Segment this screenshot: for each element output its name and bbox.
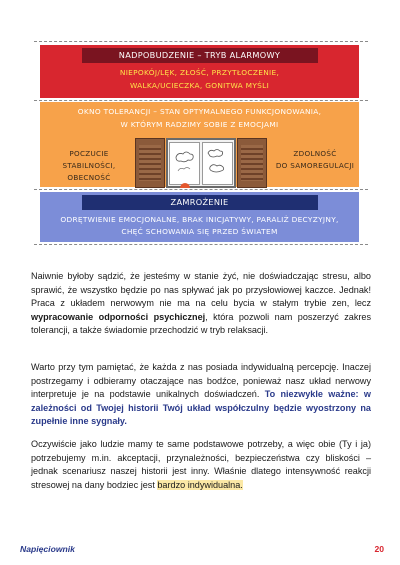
window-pane-right — [202, 142, 233, 185]
hyperarousal-line-1: NIEPOKÓJ/LĘK, ZŁOŚĆ, PRZYTŁOCZENIE, — [119, 68, 280, 77]
tolerance-right-note — [274, 148, 356, 172]
cloud-icon — [170, 143, 199, 184]
window-frame-icon — [166, 138, 236, 188]
tolerance-right-line-1: ZDOLNOŚĆ — [293, 149, 337, 158]
footer-title: Napięciownik — [20, 544, 75, 554]
tolerance-right-line-2: DO SAMOREGULACJI — [275, 161, 355, 170]
hyperarousal-line-2: WALKA/UCIECZKA, GONITWA MYŚLI — [129, 81, 270, 90]
dashed-line-top — [34, 41, 368, 42]
paragraph-3-text: Oczywiście jako ludzie mamy te same podstawowe potrzeby, a więc obie (Ty i ja) potrzebujemy m.in. akceptacji, przynależności, bezpieczeństwa czy bliskości – jednak scenariusz naszej historii jest inny. Właśnie dlatego intensywność reakcji stresowej na dany bodziec jest — [31, 439, 371, 490]
hypoarousal-line-2: CHĘĆ SCHOWANIA SIĘ PRZED ŚWIATEM — [121, 227, 278, 236]
cloud-icon — [203, 143, 232, 184]
hypoarousal-line-1: ODRĘTWIENIE EMOCJONALNE, BRAK INICJATYWY, PARALIŻ DECYZYJNY, — [60, 215, 339, 224]
dashed-line-mid-1 — [34, 100, 368, 101]
paragraph-1-text-a: Naiwnie byłoby sądzić, że jesteśmy w stanie żyć, nie doświadczając stresu, albo sprawić, że wszystko będzie po nas spływać jak po przysłowiowej kaczce. Jednak! Praca z układem nerwowym nie ma na celu bycia w stałym trybie zen, lecz — [31, 271, 371, 309]
hyperarousal-title: NADPOBUDZENIE – TRYB ALARMOWY — [82, 48, 318, 63]
paragraph-1-bold: wypracowanie odporności psychicznej — [31, 311, 206, 322]
paragraph-3 — [31, 438, 371, 492]
hypoarousal-title: ZAMROŻENIE — [82, 195, 318, 210]
paragraph-3-highlight: bardzo indywidualna. — [157, 479, 243, 490]
sun-icon — [180, 183, 190, 188]
tolerance-title-line-1: OKNO TOLERANCJI – STAN OPTYMALNEGO FUNKCJONOWANIA, — [77, 107, 322, 116]
paragraph-2-text: Warto przy tym pamiętać, że każda z nas posiada indywidualną percepcję. Inaczej postrzegamy i odbieramy otaczające nas bodźce, ponieważ nasz układ nerwowy interpretuje je na podstawie unikalnych doświadczeń. — [31, 362, 371, 400]
paragraph-2 — [31, 361, 371, 429]
right-shutter-icon — [237, 138, 267, 188]
paragraph-2-emphasis: To niezwykle ważne: w zależności od Twojej historii Twój układ współczulny będzie wyostrzony na zupełnie inne sygnały. — [31, 389, 371, 427]
hyperarousal-zone — [40, 45, 359, 98]
tolerance-left-line-1: POCZUCIE STABILNOŚCI, — [62, 149, 116, 170]
paragraph-1-text-b: , która pozwoli nam poszerzyć zakres tolerancji, a także świadomie przechodzić w tryb relaksacji. — [31, 311, 371, 336]
tolerance-left-note — [44, 148, 134, 184]
hypoarousal-zone — [40, 192, 359, 242]
paragraph-1 — [31, 270, 371, 338]
window-illustration — [135, 138, 267, 190]
window-pane-left — [169, 142, 200, 185]
tolerance-title-line-2: W KTÓRYM RADZIMY SOBIE Z EMOCJAMI — [120, 120, 279, 129]
dashed-line-bottom — [34, 244, 368, 245]
left-shutter-icon — [135, 138, 165, 188]
page-number: 20 — [374, 544, 384, 554]
tolerance-left-line-2: OBECNOŚĆ — [67, 173, 111, 182]
